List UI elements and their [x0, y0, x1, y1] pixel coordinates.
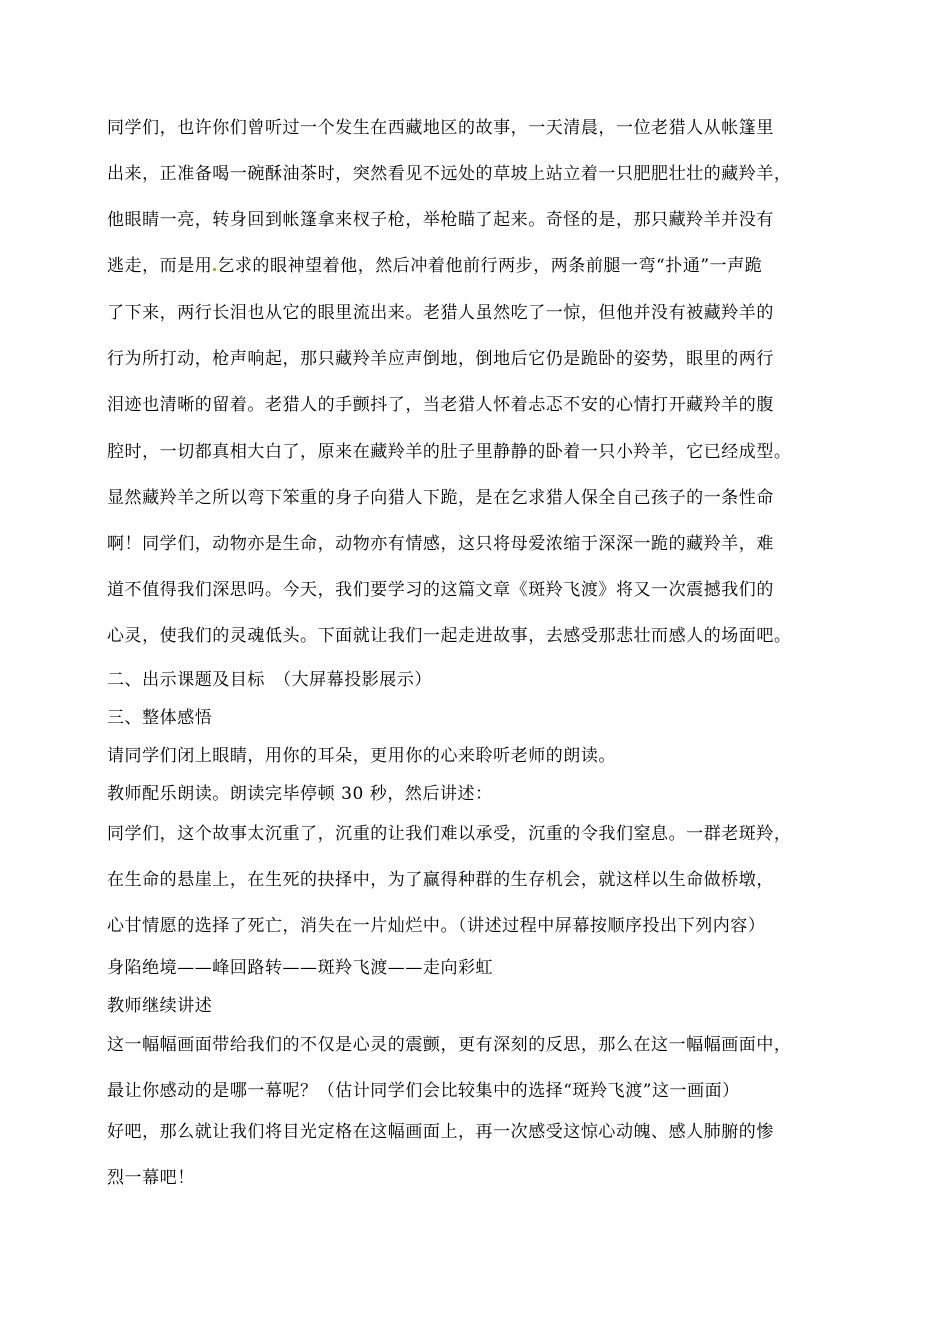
- story-line: 道不值得我们深思吗。今天，我们要学习的这篇文章《斑羚飞渡》将又一次震撼我们的: [107, 580, 774, 600]
- instruction-read: 教师配乐朗读。朗读完毕停顿 30 秒，然后讲述：: [107, 784, 493, 804]
- story-line: 显然藏羚羊之所以弯下笨重的身子向猎人下跪，是在乞求猎人保全自己孩子的一条性命: [107, 488, 774, 508]
- narration-line: 同学们，这个故事太沉重了，沉重的让我们难以承受，沉重的令我们窒息。一群老斑羚，: [107, 824, 792, 844]
- story-line: 腔时，一切都真相大白了，原来在藏羚羊的肚子里静静的卧着一只小羚羊，它已经成型。: [107, 442, 792, 462]
- story-line: 心灵，使我们的灵魂低头。下面就让我们一起走进故事，去感受那悲壮而感人的场面吧。: [107, 626, 792, 646]
- narration-line: 心甘情愿的选择了死亡，消失在一片灿烂中。（讲述过程中屏幕按顺序投出下列内容）: [107, 916, 766, 936]
- mark-dot: [213, 268, 216, 271]
- story-line: 他眼睛一亮，转身回到帐篷拿来杈子枪，举枪瞄了起来。奇怪的是，那只藏羚羊并没有: [107, 210, 774, 230]
- reflection-line: 好吧，那么就让我们将目光定格在这幅画面上，再一次感受这惊心动魄、感人肺腑的惨: [107, 1122, 774, 1142]
- reflection-line: 烈一幕吧！: [107, 1168, 195, 1188]
- narration-line: 在生命的悬崖上，在生死的抉择中，为了赢得种群的生存机会，就这样以生命做桥墩，: [107, 870, 774, 890]
- reflection-line: 这一幅幅画面带给我们的不仅是心灵的震颤，更有深刻的反思，那么在这一幅幅画面中，: [107, 1035, 792, 1055]
- section-heading-three: 三、整体感悟: [107, 708, 213, 728]
- story-line-part: 逃走，而是用: [107, 256, 213, 276]
- reflection-line: 最让你感动的是哪一幕呢？（估计同学们会比较集中的选择“斑羚飞渡”这一画面）: [107, 1081, 740, 1101]
- story-line-part: 乞求的眼神望着他，然后冲着他前行两步，两条前腿一弯“扑通”一声跪: [217, 256, 763, 276]
- story-line: 啊！同学们，动物亦是生命，动物亦有情感，这只将母爱浓缩于深深一跪的藏羚羊，难: [107, 534, 774, 554]
- story-line: 泪迹也清晰的留着。老猎人的手颤抖了，当老猎人怀着忐忑不安的心情打开藏羚羊的腹: [107, 395, 774, 415]
- story-line: 出来，正准备喝一碗酥油茶时，突然看见不远处的草坡上站立着一只肥肥壮壮的藏羚羊，: [107, 164, 792, 184]
- instruction-listen: 请同学们闭上眼睛，用你的耳朵，更用你的心来聆听老师的朗读。: [107, 746, 616, 766]
- section-heading-two: 二、出示课题及目标 （大屏幕投影展示）: [107, 670, 432, 690]
- story-line: 行为所打动，枪声响起，那只藏羚羊应声倒地，倒地后它仍是跪卧的姿势，眼里的两行: [107, 349, 774, 369]
- story-line: 了下来，两行长泪也从它的眼里流出来。老猎人虽然吃了一惊，但他并没有被藏羚羊的: [107, 303, 774, 323]
- sequence-line: 身陷绝境——峰回路转——斑羚飞渡——走向彩虹: [107, 958, 494, 978]
- teacher-continue: 教师继续讲述: [107, 996, 213, 1016]
- story-line: 同学们，也许你们曾听过一个发生在西藏地区的故事，一天清晨，一位老猎人从帐篷里: [107, 118, 774, 138]
- story-line: [107, 254, 762, 278]
